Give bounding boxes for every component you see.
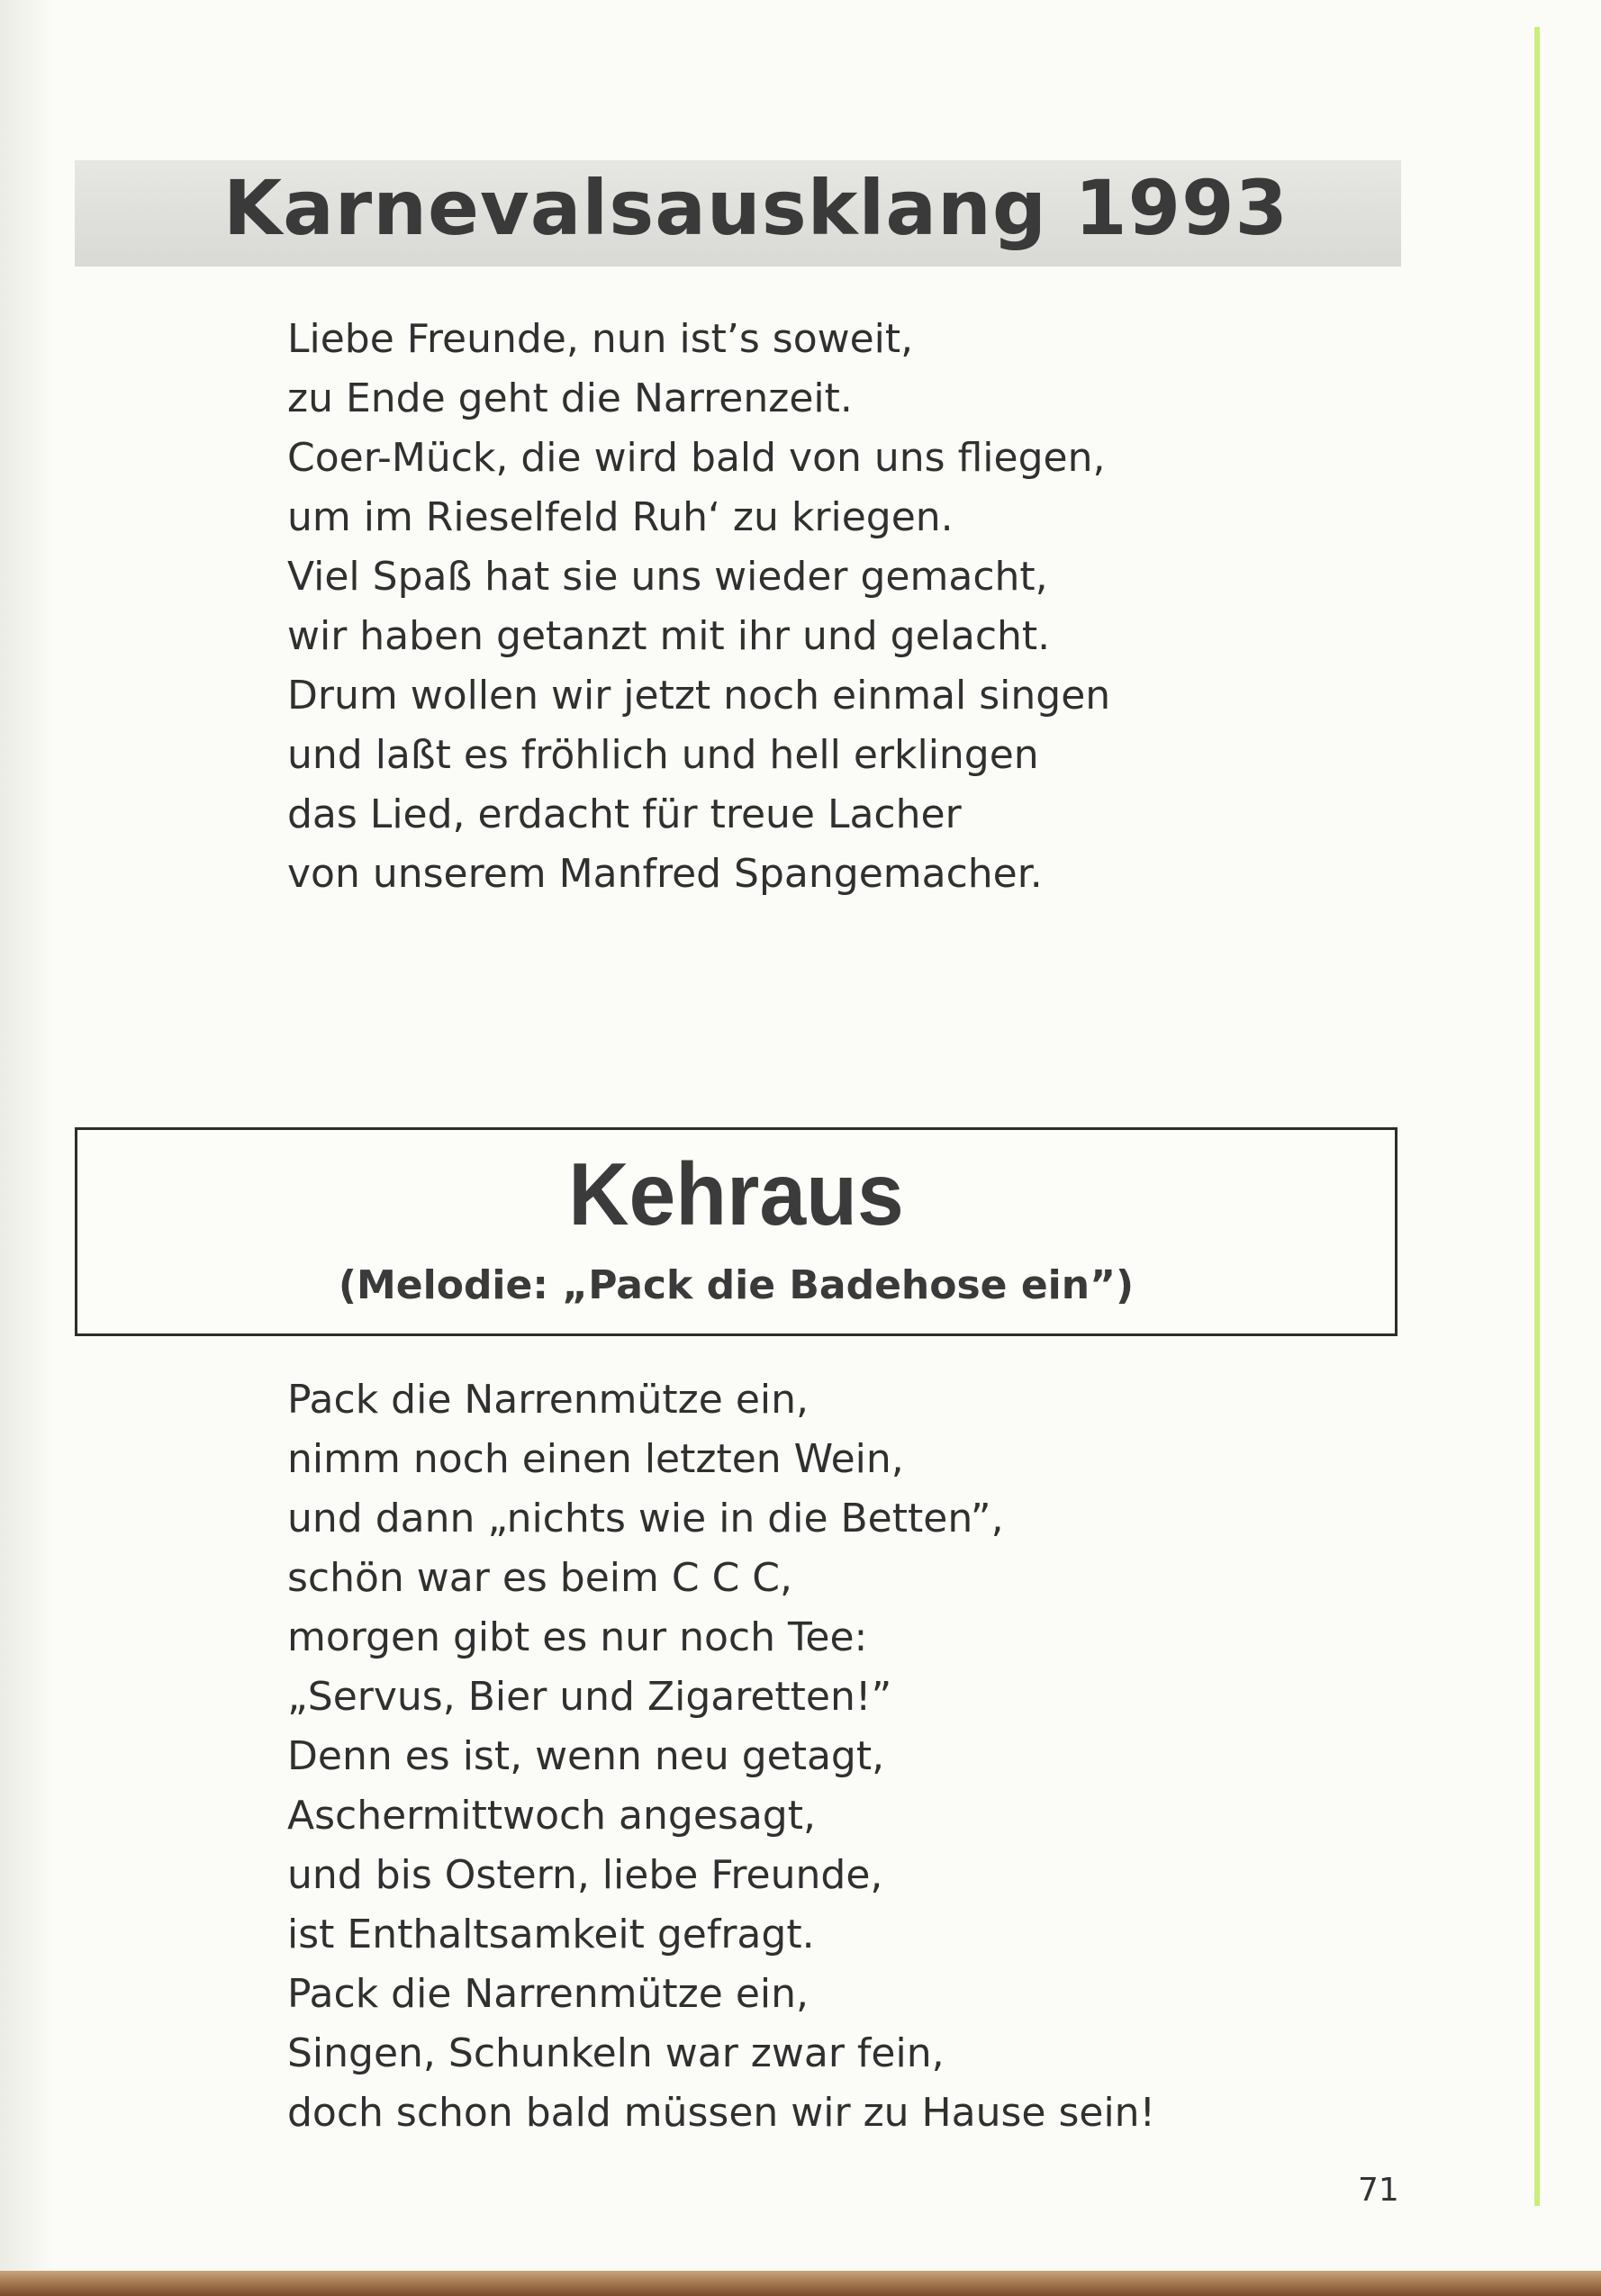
poem-line: morgen gibt es nur noch Tee: bbox=[287, 1614, 868, 1660]
poem-line: Coer-Mück, die wird bald von uns fliegen, bbox=[287, 435, 1106, 481]
poem-line: und dann „nichts wie in die Betten”, bbox=[287, 1496, 1004, 1541]
poem-kehraus bbox=[287, 1370, 1155, 2143]
poem-line: ist Enthaltsamkeit gefragt. bbox=[287, 1912, 815, 1957]
poem-line: Denn es ist, wenn neu getagt, bbox=[287, 1733, 885, 1779]
melody-note: (Melodie: „Pack die Badehose ein”) bbox=[338, 1262, 1135, 1308]
poem-line: und bis Ostern, liebe Freunde, bbox=[287, 1852, 883, 1898]
poem-line: um im Rieselfeld Ruh‘ zu kriegen. bbox=[287, 494, 954, 540]
poem-line: von unserem Manfred Spangemacher. bbox=[287, 851, 1043, 897]
song-header-box bbox=[75, 1127, 1397, 1336]
page-gutter-shadow bbox=[0, 0, 54, 2296]
poem-line: das Lied, erdacht für treue Lacher bbox=[287, 791, 962, 837]
poem-line: doch schon bald müssen wir zu Hause sein! bbox=[287, 2090, 1156, 2136]
poem-line: nimm noch einen letzten Wein, bbox=[287, 1436, 904, 1482]
page-number: 71 bbox=[1358, 2172, 1399, 2209]
poem-line: Liebe Freunde, nun ist’s soweit, bbox=[287, 316, 914, 362]
section-title-kehraus: Kehraus bbox=[568, 1144, 904, 1243]
poem-line: „Servus, Bier und Zigaretten!” bbox=[287, 1674, 892, 1720]
poem-karnevalsausklang bbox=[287, 310, 1110, 904]
page-edge-marker bbox=[1534, 27, 1540, 2206]
poem-line: wir haben getanzt mit ihr und gelacht. bbox=[287, 613, 1051, 659]
poem-line: schön war es beim C C C, bbox=[287, 1555, 792, 1601]
poem-line: und laßt es fröhlich und hell erklingen bbox=[287, 732, 1039, 778]
section-title-karnevalsausklang: Karnevalsausklang 1993 bbox=[223, 164, 1289, 252]
poem-line: Aschermittwoch angesagt, bbox=[287, 1793, 816, 1839]
poem-line: zu Ende geht die Narrenzeit. bbox=[287, 375, 853, 421]
poem-line: Singen, Schunkeln war zwar fein, bbox=[287, 2030, 945, 2076]
poem-line: Pack die Narrenmütze ein, bbox=[287, 1971, 809, 2017]
poem-line: Drum wollen wir jetzt noch einmal singen bbox=[287, 673, 1111, 719]
book-edge-strip bbox=[0, 2271, 1601, 2296]
poem-line: Viel Spaß hat sie uns wieder gemacht, bbox=[287, 554, 1048, 600]
poem-line: Pack die Narrenmütze ein, bbox=[287, 1377, 809, 1423]
